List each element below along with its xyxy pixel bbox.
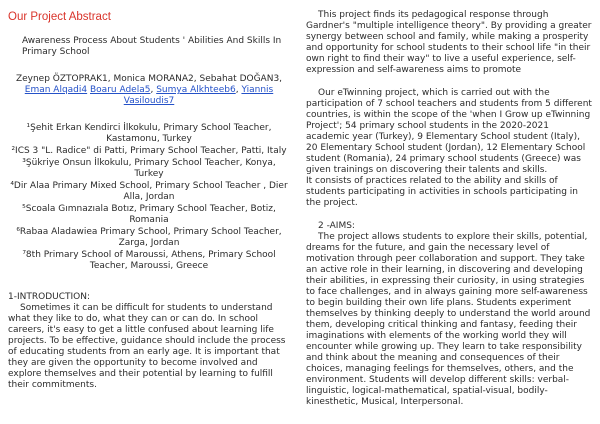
abstract-title: Our Project Abstract: [8, 11, 111, 23]
right-paragraph-1: This project finds its pedagogical response through Gardner's "multiple intelligence theory". By providing a greater synergy between school and family, while making a prosperity and opportunity for school students to their school life "in their own right to find their way" to live a useful experience, self-expression and self-awareness aims to promote: [306, 10, 592, 75]
paper-subtitle: Awareness Process About Students ' Abilities And Skills In Primary School: [22, 36, 282, 57]
affiliation: ⁵Scoala Gımnazıala Botız, Primary School Teacher, Botiz, Romania: [22, 204, 276, 225]
affiliation: ¹Şehit Erkan Kendirci İlkokulu, Primary School Teacher, Kastamonu, Turkey: [26, 123, 272, 144]
affiliation-list: [8, 123, 290, 272]
right-paragraph-2: Our eTwinning project, which is carried out with the participation of 7 school teachers and students from 5 different countries, is within the scope of the 'when I Grow up eTwinning Project'; 54 primary school students in the 2020-2021 academic year (Turkey), 9 Elementary School student (Italy), 20 Elementary School student (Jordan), 12 Elementary School student (Romania), 24 primary school students (Greece) was given trainings on discovering their talents and skills.: [306, 88, 592, 175]
affiliation: ⁴Dir Alaa Primary Mixed School, Primary School Teacher , Dier Alla, Jordan: [10, 181, 288, 202]
author-link[interactable]: Sumya Alkhteeb6: [156, 85, 236, 95]
affiliation: ⁶Rabaa Aladawiea Primary School, Primary School Teacher, Zarga, Jordan: [16, 227, 282, 248]
author-line: Zeynep ÖZTOPRAK1, Monica MORANA2, Sebahat DOĞAN3,: [15, 74, 283, 84]
right-paragraph-3: It consists of practices related to the ability and skills of students participating in activities in schools participating in the project.: [306, 176, 579, 208]
affiliation: ²ICS 3 "L. Radice" di Patti, Primary School Teacher, Patti, Italy: [11, 146, 287, 156]
left-column: [8, 0, 290, 391]
author-links: Eman Alqadi4 Boaru Adela5, Sumya Alkhteeb6, Yiannis Vasiloudis7: [24, 85, 274, 106]
author-link[interactable]: Boaru Adela5: [90, 85, 151, 95]
author-link[interactable]: Eman Alqadi4: [24, 85, 88, 95]
aims-text: The project allows students to explore their skills, potential, dreams for the future, and gain the necessary level of motivation through peer collaboration and support. They take an active role in their learning, in discovering and developing their abilities, in expressing their curiosity, in using strategies to face challenges, and in always gaining more self-awareness to begin building their own life plans. Students experiment themselves by thinking deeply to understand the world around them, developing critical thinking and fantasy, feeding their imaginations with elements of the working world they will encounter while growing up. They learn to take responsibility and think about the meaning and consequences of their choices, managing feelings for themselves, others, and the environment. Students will develop different skills: verbal-linguistic, logical-mathematical, spatial-visual, bodily-kinesthetic, Musical, Interpersonal.: [306, 232, 591, 407]
introduction-text: Sometimes it can be difficult for students to understand what they like to do, what they can or can do. In school careers, it's easy to get a little confused about learning life projects. To be effective, guidance should include the process of educating students from an early age. It is important that they are given the opportunity to become involved and explore themselves and their potential by learning to fulfill their commitments.: [8, 303, 286, 390]
author-link[interactable]: Yiannis Vasiloudis7: [123, 85, 274, 106]
affiliation: ³Şükriye Onsun İlkokulu, Primary School Teacher, Konya, Turkey: [22, 158, 276, 179]
author-list: [8, 74, 290, 107]
right-column: [306, 10, 592, 408]
introduction-heading: 1-INTRODUCTION:: [8, 292, 90, 302]
affiliation: ⁷8th Primary School of Maroussi, Athens, Primary School Teacher, Maroussi, Greece: [22, 250, 276, 271]
aims-heading: 2 -AIMS:: [318, 221, 355, 231]
